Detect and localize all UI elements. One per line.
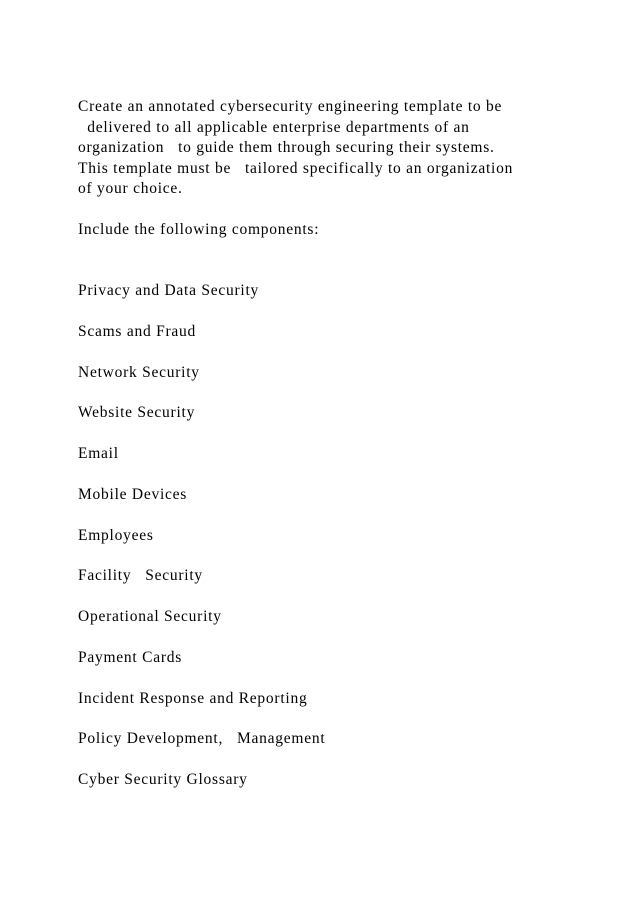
list-item: Policy Development, Management: [78, 730, 326, 748]
intro-line-1: Create an annotated cybersecurity engineering template to be: [78, 98, 503, 115]
intro-line-2: delivered to all applicable enterprise departments of an: [78, 118, 470, 136]
list-item: Employees: [78, 526, 154, 544]
intro-line-3: organization to guide them through securing their systems.: [78, 139, 495, 156]
list-item: Cyber Security Glossary: [78, 771, 248, 788]
list-item: Payment Cards: [78, 648, 183, 666]
list-item: Privacy and Data Security: [78, 282, 260, 299]
list-item: Incident Response and Reporting: [78, 689, 308, 707]
intro-line-5: of your choice.: [78, 180, 183, 197]
list-item: Email: [78, 445, 119, 462]
components-list: [78, 281, 325, 811]
list-item: Website Security: [78, 404, 196, 422]
list-item: Network Security: [78, 363, 200, 381]
components-heading: Include the following components:: [78, 221, 320, 238]
list-item: Facility Security: [78, 567, 203, 585]
list-item: Mobile Devices: [78, 485, 188, 503]
list-item: Operational Security: [78, 608, 222, 625]
list-item: Scams and Fraud: [78, 322, 197, 340]
intro-line-4: This template must be tailored specifically to an organization: [78, 159, 514, 177]
